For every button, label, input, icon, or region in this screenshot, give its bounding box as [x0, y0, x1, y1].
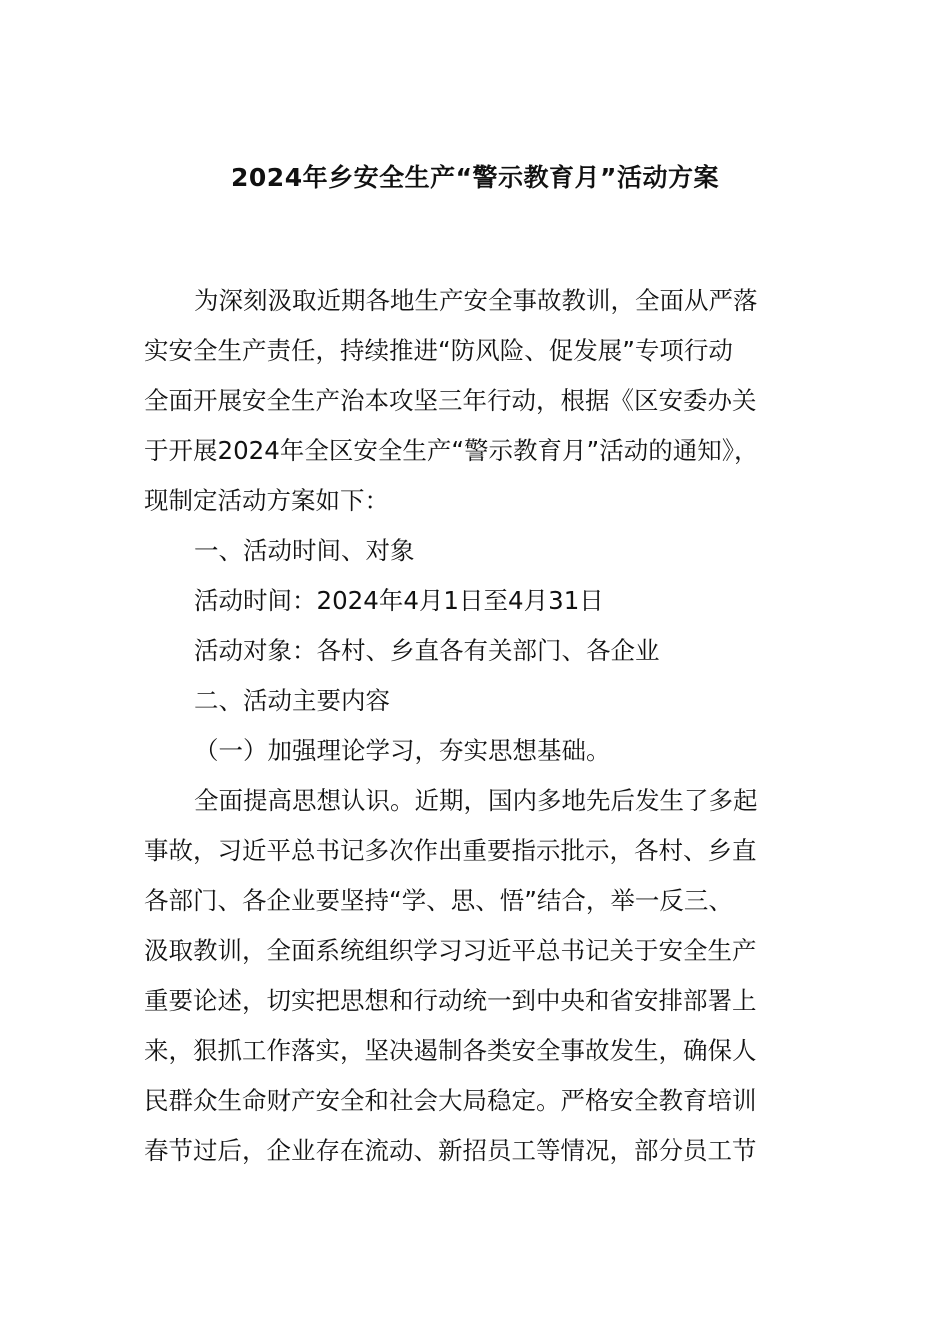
body-line: 为深刻汲取近期各地生产安全事故教训，全面从严落	[194, 286, 758, 315]
body-line: 来，狠抓工作落实，坚决遏制各类安全事故发生，确保人	[144, 1036, 757, 1065]
body-line: 全面提高思想认识。近期，国内多地先后发生了多起	[194, 786, 758, 815]
body-line: 重要论述，切实把思想和行动统一到中央和省安排部署上	[144, 986, 757, 1015]
body-line: 实安全生产责任，持续推进“防风险、促发展”专项行动	[144, 336, 733, 365]
section-heading: 二、活动主要内容	[194, 686, 390, 715]
body-line: 春节过后，企业存在流动、新招员工等情况，部分员工节	[144, 1136, 757, 1165]
body-line: 各部门、各企业要坚持“学、思、悟”结合，举一反三、	[144, 886, 733, 915]
body-line: 全面开展安全生产治本攻坚三年行动，根据《区安委办关	[144, 386, 757, 415]
document-body	[144, 276, 806, 1176]
document-title: 2024年乡安全生产“警示教育月”活动方案	[231, 163, 719, 192]
body-line: 汲取教训，全面系统组织学习习近平总书记关于安全生产	[144, 936, 757, 965]
subsection-heading: （一）加强理论学习，夯实思想基础。	[194, 736, 611, 765]
body-line: 民群众生命财产安全和社会大局稳定。严格安全教育培训	[144, 1086, 757, 1115]
body-line: 现制定活动方案如下：	[144, 486, 389, 515]
body-line: 于开展2024年全区安全生产“警示教育月”活动的通知》，	[144, 436, 759, 465]
body-line: 活动对象：各村、乡直各有关部门、各企业	[194, 636, 660, 665]
body-line: 事故，习近平总书记多次作出重要指示批示，各村、乡直	[144, 836, 757, 865]
body-line: 活动时间：2024年4月1日至4月31日	[194, 586, 604, 615]
section-heading: 一、活动时间、对象	[194, 536, 415, 565]
